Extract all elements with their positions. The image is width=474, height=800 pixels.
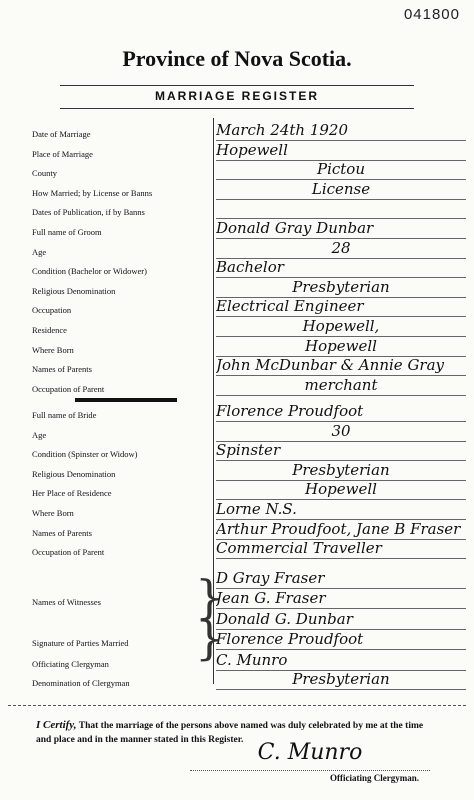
field-label: Condition (Bachelor or Widower) (32, 266, 147, 277)
field-label: Her Place of Residence (32, 488, 112, 499)
field-value: Jean G. Fraser (216, 588, 466, 609)
field-label: Full name of Bride (32, 410, 97, 420)
field-value: C. Munro (216, 650, 466, 671)
field-value: Pictou (216, 159, 466, 180)
field-value: Hopewell, (216, 316, 466, 337)
field-label: Denomination of Clergyman (32, 678, 130, 688)
field-label: Age (32, 429, 47, 440)
bride-row (0, 539, 474, 562)
field-value (216, 198, 466, 219)
field-label: Dates of Publication, if by Banns (32, 207, 145, 218)
field-value: Commercial Traveller (216, 538, 466, 559)
register-title: MARRIAGE REGISTER (60, 85, 414, 109)
field-label: Names of Parents (32, 527, 92, 538)
field-value: Hopewell (216, 336, 466, 357)
field-value: Presbyterian (216, 460, 466, 481)
field-label: Where Born (32, 508, 74, 518)
field-value: Florence Proudfoot (216, 629, 466, 650)
field-label: County (32, 168, 58, 179)
certify-label: I Certify, (36, 719, 77, 731)
groom-row (0, 375, 474, 399)
field-value: John McDunbar & Annie Gray (216, 355, 466, 376)
field-value: Electrical Engineer (216, 296, 466, 317)
field-label: Occupation of Parent (32, 547, 105, 558)
field-value: 28 (216, 238, 466, 259)
field-label: Residence (32, 325, 67, 335)
certify-statement: That the marriage of the persons above named was duly celebrated by me at the time and place and in the manner stated in this Register. (36, 721, 424, 745)
field-label: Date of Marriage (32, 129, 91, 139)
field-value: merchant (216, 375, 466, 396)
field-value: D Gray Fraser (216, 568, 466, 589)
clergyman-signature: C. Munro (190, 740, 430, 771)
page-title: Province of Nova Scotia. (122, 46, 352, 71)
field-value: Presbyterian (216, 277, 466, 298)
field-value: Bachelor (216, 257, 466, 278)
officiating-label: Officiating Clergyman. (330, 773, 419, 783)
field-label: Where Born (32, 344, 74, 355)
field-label: Full name of Groom (32, 227, 102, 237)
field-value: Lorne N.S. (216, 499, 466, 520)
field-label: Occupation (32, 305, 72, 316)
field-value: Spinster (216, 440, 466, 461)
field-label: Names of Witnesses (32, 597, 101, 607)
field-label: How Married; by License or Banns (32, 187, 153, 198)
field-value: Florence Proudfoot (216, 401, 466, 422)
parties-brace: } (195, 611, 225, 665)
field-value: Hopewell (216, 479, 466, 500)
certification-divider (8, 705, 466, 707)
field-label: Place of Marriage (32, 148, 93, 159)
field-value: Presbyterian (216, 669, 466, 690)
field-value: Hopewell (216, 140, 466, 161)
field-label: Names of Parents (32, 364, 92, 375)
clergy-row (0, 670, 474, 693)
field-label: Religious Denomination (32, 285, 116, 296)
stamp-number: 041800 (403, 6, 460, 23)
section-separator (75, 398, 177, 402)
field-label: Officiating Clergyman (32, 659, 109, 669)
field-label: Religious Denomination (32, 468, 116, 479)
field-label: Signature of Parties Married (32, 638, 129, 648)
field-value: Donald G. Dunbar (216, 609, 466, 630)
field-value: Donald Gray Dunbar (216, 218, 466, 239)
field-label: Occupation of Parent (32, 383, 105, 394)
field-value: 30 (216, 421, 466, 442)
field-value: March 24th 1920 (216, 120, 466, 141)
witness-brace: } (195, 570, 225, 624)
field-value: License (216, 179, 466, 200)
field-label: Condition (Spinster or Widow) (32, 449, 138, 460)
field-label: Age (32, 246, 47, 257)
field-value: Arthur Proudfoot, Jane B Fraser (216, 519, 466, 540)
